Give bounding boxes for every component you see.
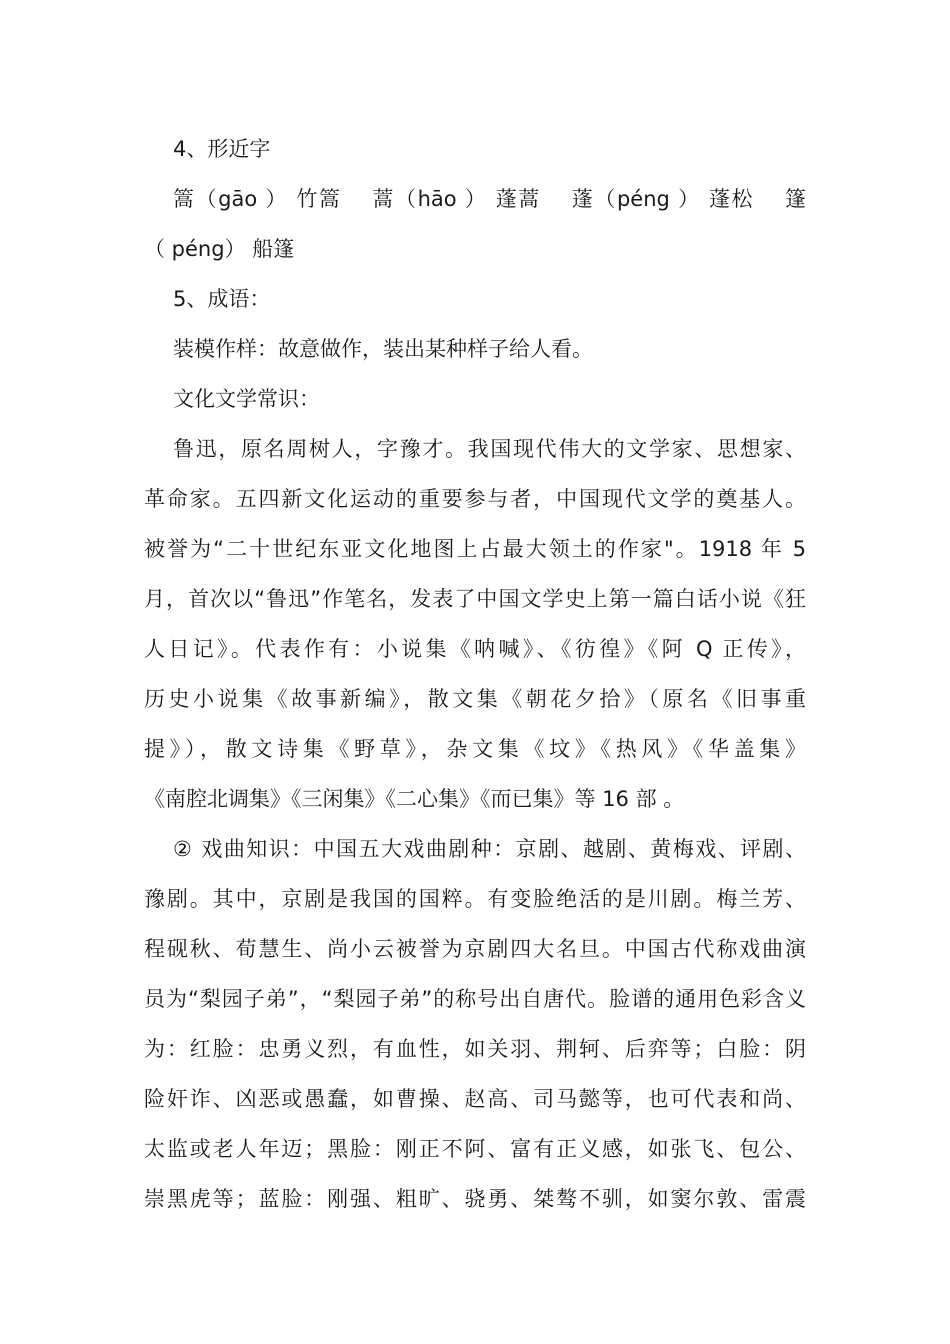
paragraph-line: 人日记》。代表作有：小说集《呐喊》、《彷徨》《阿 Q 正传》，: [144, 637, 806, 661]
similar-characters-paragraph: [144, 174, 806, 274]
section-heading-culture: [144, 374, 806, 424]
paragraph-line: 险奸诈、凶恶或愚蠢，如曹操、赵高、司马懿等，也可代表和尚、: [144, 1087, 806, 1111]
paragraph-line: 篙（gāo ） 竹篙 蒿（hāo ） 蓬蒿 蓬（péng ） 蓬松 篷: [173, 187, 806, 211]
document-body: [144, 124, 806, 1224]
idiom-paragraph: [144, 324, 806, 374]
paragraph-line: （ péng） 船篷: [144, 237, 295, 261]
paragraph-line: 为：红脸：忠勇义烈，有血性，如关羽、荆轲、后弈等；白脸：阴: [144, 1037, 806, 1061]
paragraph-line: 鲁迅，原名周树人，字豫才。我国现代伟大的文学家、思想家、: [173, 437, 806, 461]
paragraph-line: 崇黑虎等；蓝脸：刚强、粗旷、骁勇、桀骜不驯，如窦尔敦、雷震: [144, 1187, 806, 1211]
paragraph-line: 豫剧。其中，京剧是我国的国粹。有变脸绝活的是川剧。梅兰芳、: [144, 887, 806, 911]
paragraph-line: 太监或老人年迈；黑脸：刚正不阿、富有正义感，如张飞、包公、: [144, 1137, 806, 1161]
section-heading-idioms: [144, 274, 806, 324]
paragraph-line: 装模作样：故意做作，装出某种样子给人看。: [173, 337, 593, 361]
opera-paragraph: [144, 824, 806, 1224]
heading-text: 文化文学常识：: [173, 387, 320, 411]
paragraph-line: 被誉为“二十世纪东亚文化地图上占最大领土的作家"。1918 年 5: [144, 537, 806, 561]
paragraph-line: 月，首次以“鲁迅”作笔名，发表了中国文学史上第一篇白话小说《狂: [144, 587, 806, 611]
paragraph-line: 提》），散文诗集《野草》，杂文集《坟》《热风》《华盖集》: [144, 737, 806, 761]
luxun-paragraph: [144, 424, 806, 824]
paragraph-line: ② 戏曲知识：中国五大戏曲剧种：京剧、越剧、黄梅戏、评剧、: [173, 837, 806, 861]
heading-text: 4、形近字: [173, 137, 271, 161]
heading-text: 5、成语：: [173, 287, 271, 311]
paragraph-line: 革命家。五四新文化运动的重要参与者，中国现代文学的奠基人。: [144, 487, 806, 511]
section-heading-similar-characters: [144, 124, 806, 174]
paragraph-line: 程砚秋、荀慧生、尚小云被誉为京剧四大名旦。中国古代称戏曲演: [144, 937, 806, 961]
paragraph-line: 《南腔北调集》《三闲集》《二心集》《而已集》等 16 部 。: [144, 787, 685, 811]
paragraph-line: 历史小说集《故事新编》，散文集《朝花夕拾》（原名《旧事重: [144, 687, 806, 711]
paragraph-line: 员为“梨园子弟”，“梨园子弟”的称号出自唐代。脸谱的通用色彩含义: [144, 987, 806, 1011]
